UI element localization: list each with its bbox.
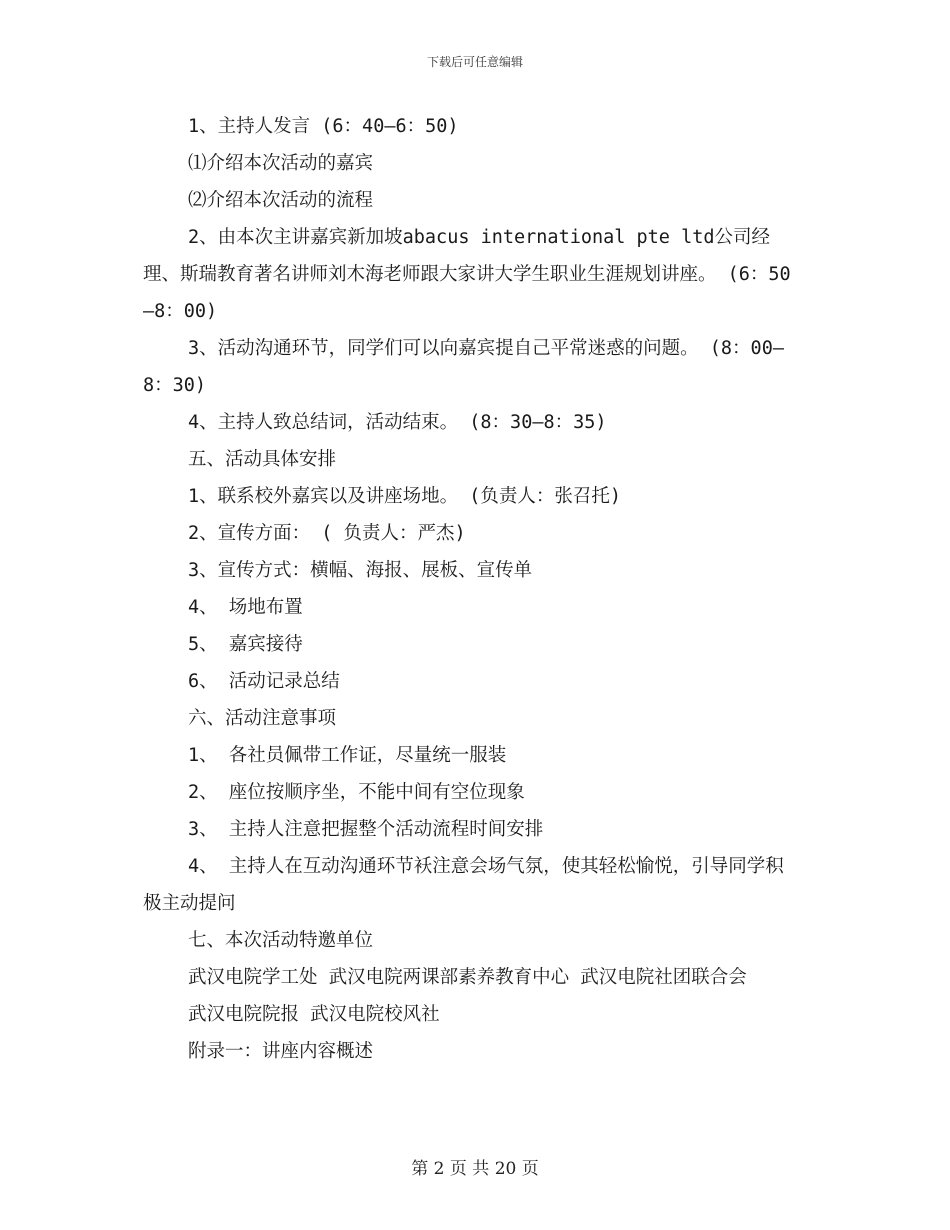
document-body bbox=[143, 108, 798, 1070]
paragraph: 3、 主持人注意把握整个活动流程时间安排 bbox=[188, 819, 544, 840]
paragraph: ⑴介绍本次活动的嘉宾 bbox=[188, 153, 374, 174]
paragraph: 2、由本次主讲嘉宾新加坡abacus international pte ltd公司经理、斯瑞教育著名讲师刘木海老师跟大家讲大学生职业生涯规划讲座。 (6：50—8：00) bbox=[143, 227, 791, 322]
paragraph: 4、 场地布置 bbox=[188, 597, 303, 618]
paragraph: 5、 嘉宾接待 bbox=[188, 634, 303, 655]
paragraph: 3、活动沟通环节，同学们可以向嘉宾提自己平常迷惑的问题。 (8：00—8：30) bbox=[143, 338, 784, 396]
paragraph: ⑵介绍本次活动的流程 bbox=[188, 190, 374, 211]
section-heading: 六、活动注意事项 bbox=[188, 708, 337, 729]
section-heading: 五、活动具体安排 bbox=[188, 449, 337, 470]
paragraph: 附录一：讲座内容概述 bbox=[188, 1041, 374, 1062]
paragraph: 4、主持人致总结词，活动结束。 (8：30—8：35) bbox=[188, 412, 607, 433]
paragraph: 3、宣传方式：横幅、海报、展板、宣传单 bbox=[188, 560, 533, 581]
page-header: 下载后可任意编辑 bbox=[426, 55, 523, 69]
paragraph: 4、 主持人在互动沟通环节袄注意会场气氛，使其轻松愉悦，引导同学积极主动提问 bbox=[143, 856, 784, 914]
section-heading: 七、本次活动特邀单位 bbox=[188, 930, 374, 951]
paragraph: 2、宣传方面： ( 负责人：严杰) bbox=[188, 523, 466, 544]
paragraph: 1、主持人发言 (6：40—6：50) bbox=[188, 116, 459, 137]
paragraph: 武汉电院学工处 武汉电院两课部素养教育中心 武汉电院社团联合会 bbox=[188, 967, 747, 988]
paragraph: 6、 活动记录总结 bbox=[188, 671, 340, 692]
page-footer: 第 2 页 共 20 页 bbox=[411, 1159, 539, 1179]
paragraph: 1、联系校外嘉宾以及讲座场地。 (负责人：张召托) bbox=[188, 486, 622, 507]
paragraph: 武汉电院院报 武汉电院校风社 bbox=[188, 1004, 440, 1025]
paragraph: 1、 各社员佩带工作证，尽量统一服装 bbox=[188, 745, 507, 766]
paragraph: 2、 座位按顺序坐，不能中间有空位现象 bbox=[188, 782, 525, 803]
